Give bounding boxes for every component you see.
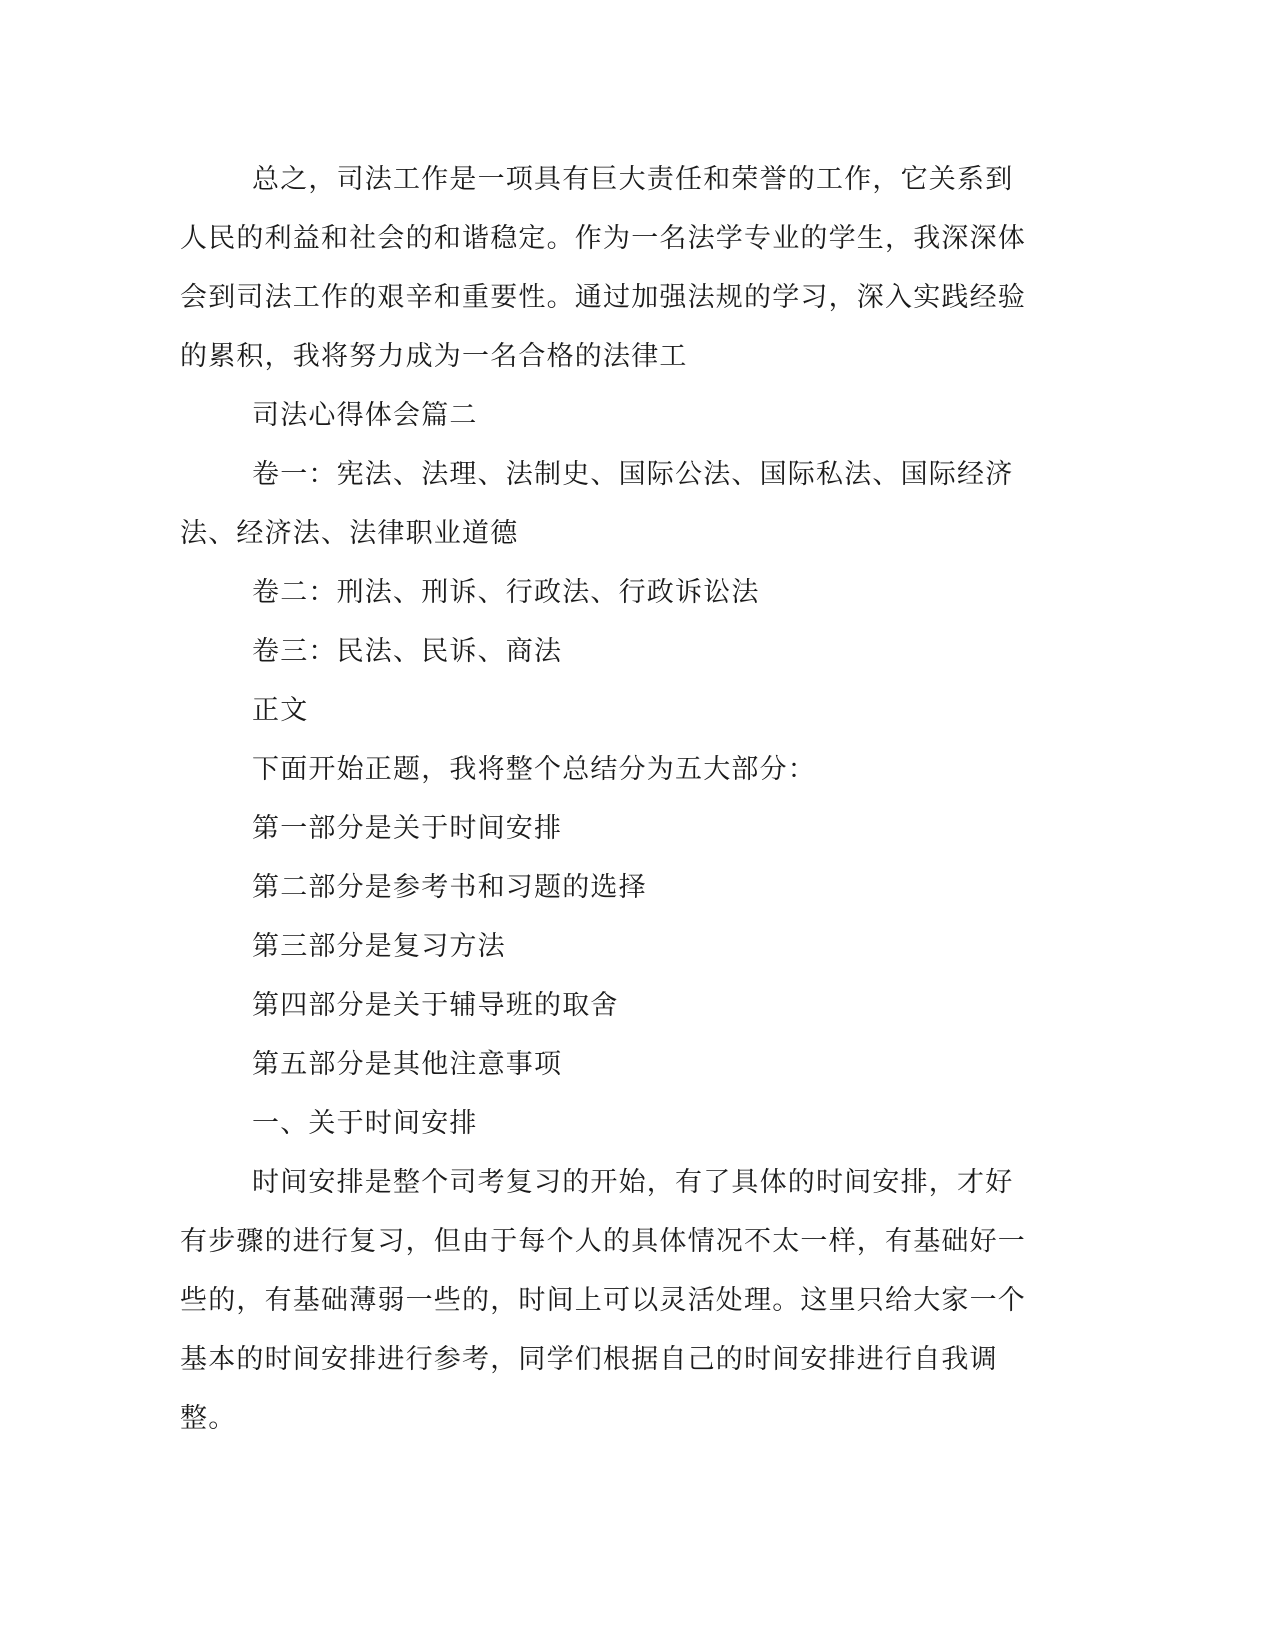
outline-item-5: 第五部分是其他注意事项 <box>252 1049 563 1080</box>
exam-paper-3: 卷三：民法、民诉、商法 <box>252 636 563 667</box>
exam-paper-2: 卷二：刑法、刑诉、行政法、行政诉讼法 <box>252 577 760 608</box>
section-title: 司法心得体会篇二 <box>252 400 478 431</box>
outline-item-4: 第四部分是关于辅导班的取舍 <box>252 990 619 1021</box>
time-arrangement-paragraph: 时间安排是整个司考复习的开始，有了具体的时间安排，才好有步骤的进行复习，但由于每个人的具体情况不太一样，有基础好一些的，有基础薄弱一些的，时间上可以灵活处理。这里只给大家一个基本的时间安排进行参考，同学们根据自己的时间安排进行自我调整。 <box>180 1167 1026 1434</box>
body-heading: 正文 <box>252 695 309 726</box>
conclusion-paragraph: 总之，司法工作是一项具有巨大责任和荣誉的工作，它关系到人民的利益和社会的和谐稳定。作为一名法学专业的学生，我深深体会到司法工作的艰辛和重要性。通过加强法规的学习，深入实践经验的累积，我将努力成为一名合格的法律工 <box>180 164 1026 372</box>
section-heading-1: 一、关于时间安排 <box>252 1108 478 1139</box>
exam-paper-1: 卷一：宪法、法理、法制史、国际公法、国际私法、国际经济法、经济法、法律职业道德 <box>180 459 1014 549</box>
document-page <box>180 150 1032 1448</box>
outline-item-2: 第二部分是参考书和习题的选择 <box>252 872 647 903</box>
intro-text: 下面开始正题，我将整个总结分为五大部分： <box>252 754 816 785</box>
outline-item-3: 第三部分是复习方法 <box>252 931 506 962</box>
outline-item-1: 第一部分是关于时间安排 <box>252 813 563 844</box>
